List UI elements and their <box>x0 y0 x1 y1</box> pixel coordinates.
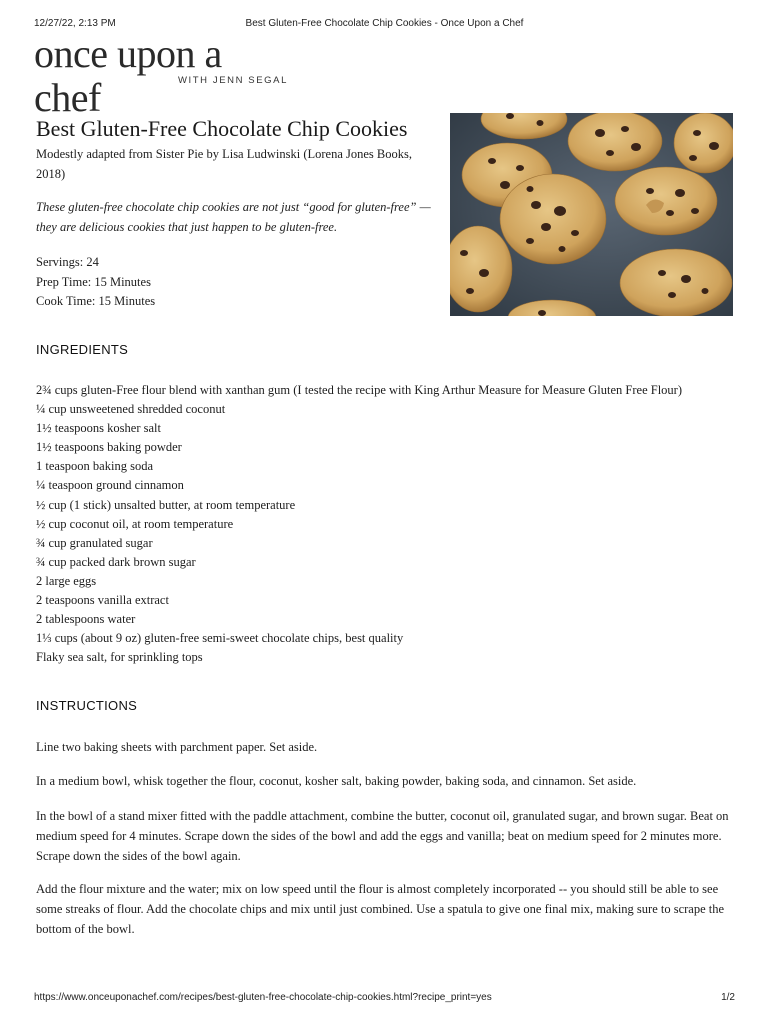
ingredient-item: Flaky sea salt, for sprinkling tops <box>36 650 203 665</box>
recipe-intro: These gluten-free chocolate chip cookies are not just “good for gluten-free” — they are delicious cookies that just happen to be gluten-free. <box>36 200 431 234</box>
site-logo[interactable] <box>34 31 296 120</box>
recipe-title: Best Gluten-Free Chocolate Chip Cookies <box>36 116 408 141</box>
ingredient-item: 2 large eggs <box>36 573 97 588</box>
ingredients-list <box>36 381 682 667</box>
ingredient-item: ¼ cup unsweetened shredded coconut <box>36 402 226 417</box>
logo-name: once upon a chef <box>34 31 222 120</box>
ingredients-heading: INGREDIENTS <box>36 342 129 357</box>
recipe-meta <box>36 253 155 312</box>
instruction-step: Add the flour mixture and the water; mix on low speed until the flour is almost completely incorporated -- you should still be able to see some streaks of flour. Add the chocolate chips and mix until just combined. Use a spatula to give one final mix, making sure to scrape the bottom of the bowl. <box>36 882 725 936</box>
print-page-number: 1/2 <box>721 992 735 1003</box>
recipe-prep-time: Prep Time: 15 Minutes <box>36 274 151 289</box>
ingredient-item: ¾ cup packed dark brown sugar <box>36 554 196 569</box>
ingredient-item: 1⅓ cups (about 9 oz) gluten-free semi-sweet chocolate chips, best quality <box>36 631 404 646</box>
print-url: https://www.onceuponachef.com/recipes/best-gluten-free-chocolate-chip-cookies.html?recipe_print=yes <box>34 992 492 1003</box>
logo-byline: WITH JENN SEGAL <box>177 75 288 86</box>
print-footer <box>34 992 735 1006</box>
print-header <box>34 18 735 32</box>
ingredient-item: 2 tablespoons water <box>36 612 136 627</box>
print-datetime: 12/27/22, 2:13 PM <box>34 18 116 29</box>
ingredient-item: ½ cup (1 stick) unsalted butter, at room temperature <box>36 497 296 512</box>
instructions-heading: INSTRUCTIONS <box>36 698 138 713</box>
instruction-step: In the bowl of a stand mixer fitted with the paddle attachment, combine the butter, coconut oil, granulated sugar, and brown sugar. Beat on medium speed for 4 minutes. Scrape down the sides of the bowl and add the eggs and vanilla; beat on medium speed for 2 minutes more. Scrape down the sides of the bowl again. <box>36 809 729 863</box>
recipe-servings: Servings: 24 <box>36 255 99 269</box>
recipe-cook-time: Cook Time: 15 Minutes <box>36 294 156 308</box>
ingredient-item: ¾ cup granulated sugar <box>36 535 153 550</box>
ingredient-item: 1½ teaspoons kosher salt <box>36 421 161 436</box>
cookies-photo-illustration <box>450 113 733 316</box>
print-page-title: Best Gluten-Free Chocolate Chip Cookies - Once Upon a Chef <box>245 18 524 29</box>
instruction-step: Line two baking sheets with parchment paper. Set aside. <box>36 740 318 754</box>
recipe-photo <box>450 113 733 316</box>
ingredient-item: ½ cup coconut oil, at room temperature <box>36 516 234 531</box>
recipe-source: Modestly adapted from Sister Pie by Lisa Ludwinski (Lorena Jones Books, 2018) <box>36 147 412 181</box>
ingredient-item: 2¾ cups gluten-Free flour blend with xanthan gum (I tested the recipe with King Arthur Measure for Measure Gluten Free Flour) <box>36 383 683 397</box>
ingredient-item: 2 teaspoons vanilla extract <box>36 593 169 608</box>
instruction-step: In a medium bowl, whisk together the flour, coconut, kosher salt, baking powder, baking soda, and cinnamon. Set aside. <box>36 774 637 788</box>
ingredient-item: 1 teaspoon baking soda <box>36 459 153 474</box>
ingredient-item: 1½ teaspoons baking powder <box>36 440 182 455</box>
ingredient-item: ¼ teaspoon ground cinnamon <box>36 478 184 493</box>
